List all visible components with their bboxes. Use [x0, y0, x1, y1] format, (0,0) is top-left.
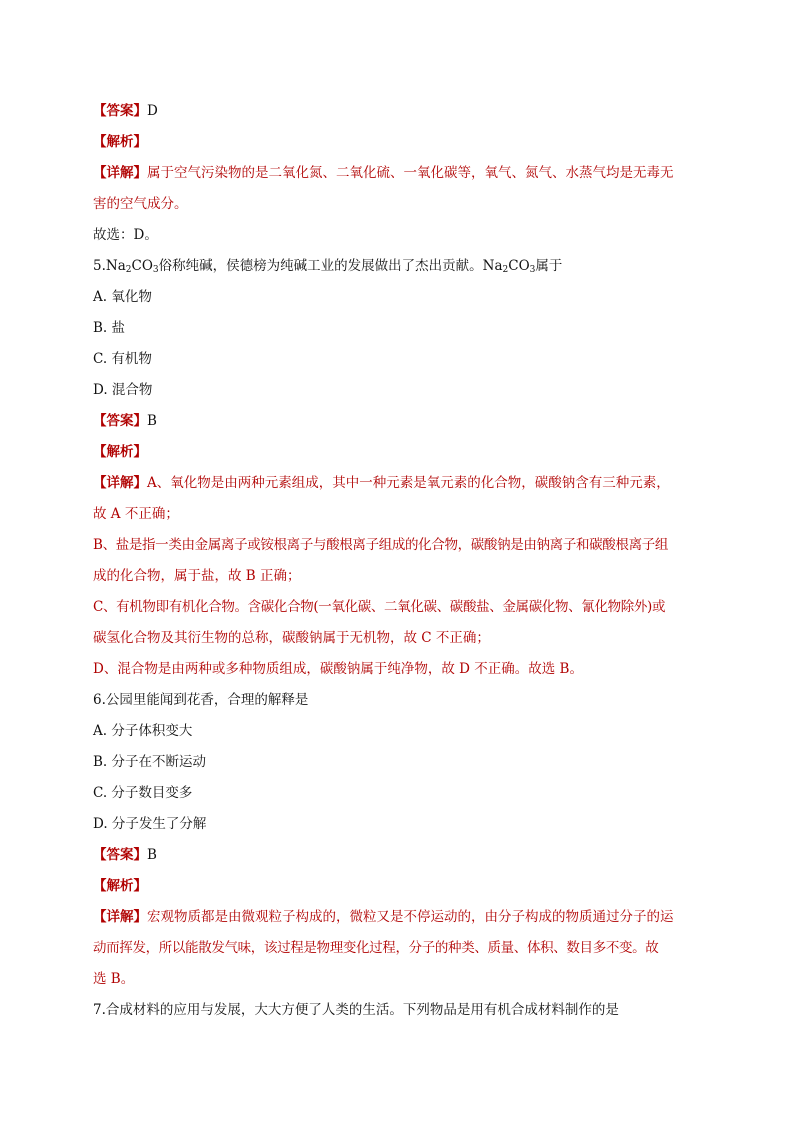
q6-detail-line2: 动而挥发，所以能散发气味，该过程是物理变化过程，分子的种类、质量、体积、数目多不变。故 — [93, 940, 659, 956]
stem-part: Na — [105, 258, 126, 274]
analysis-tag: 【解析】 — [93, 444, 147, 460]
analysis-tag: 【解析】 — [93, 878, 147, 894]
q6-option-b: B. 分子在不断运动 — [93, 754, 207, 770]
q6-option-c: C. 分子数目变多 — [93, 785, 193, 801]
subscript: 2 — [125, 265, 132, 275]
q5-detail-a2: 故 A 不正确； — [93, 506, 179, 522]
q5-detail-b1: B、盐是指一类由金属离子或铵根离子与酸根离子组成的化合物，碳酸钠是由钠离子和碳酸根离子组 — [93, 537, 669, 553]
q5-option-a: A. 氧化物 — [93, 289, 152, 305]
q6-analysis — [93, 871, 705, 902]
question-number: 5. — [93, 258, 106, 274]
stem-part: 属于 — [535, 258, 563, 274]
q6-stem: 6.公园里能闻到花香，合理的解释是 — [93, 692, 309, 708]
q4-answer — [93, 96, 705, 127]
q5-analysis — [93, 437, 705, 468]
answer-tag: 【答案】 — [93, 847, 147, 863]
answer-value: B — [147, 847, 157, 863]
analysis-tag: 【解析】 — [93, 134, 147, 150]
q5-option-d: D. 混合物 — [93, 382, 153, 398]
detail-tag: 【详解】 — [93, 909, 147, 925]
q5-detail-a1 — [93, 468, 705, 499]
answer-tag: 【答案】 — [93, 413, 147, 429]
q5-detail-b2: 成的化合物，属于盐，故 B 正确； — [93, 568, 301, 584]
q7-stem: 7.合成材料的应用与发展，大大方便了人类的生活。下列物品是用有机合成材料制作的是 — [93, 1002, 619, 1018]
q6-option-a: A. 分子体积变大 — [93, 723, 193, 739]
q5-answer — [93, 406, 705, 437]
q5-option-b: B. 盐 — [93, 320, 126, 336]
q6-detail-line3: 选 B。 — [93, 971, 135, 987]
q5-detail-c1: C、有机物即有机化合物。含碳化合物(一氧化碳、二氧化碳、碳酸盐、金属碳化物、氰化物除外)或 — [93, 599, 666, 615]
answer-value: D — [147, 103, 158, 119]
subscript: 3 — [529, 265, 536, 275]
subscript: 2 — [502, 265, 509, 275]
q5-option-c: C. 有机物 — [93, 351, 152, 367]
q4-detail-line1 — [93, 158, 705, 189]
document-page — [93, 96, 705, 1026]
q4-analysis — [93, 127, 705, 158]
detail-text: 属于空气污染物的是二氧化氮、二氧化硫、一氧化碳等，氧气、氮气、水蒸气均是无毒无 — [147, 165, 674, 181]
q5-stem — [93, 251, 705, 282]
q6-option-d: D. 分子发生了分解 — [93, 816, 207, 832]
q5-detail-d1: D、混合物是由两种或多种物质组成，碳酸钠属于纯净物，故 D 不正确。故选 B。 — [93, 661, 583, 677]
q6-detail-line1 — [93, 902, 705, 933]
detail-text: A、氧化物是由两种元素组成，其中一种元素是氧元素的化合物，碳酸钠含有三种元素， — [147, 475, 670, 491]
q6-answer — [93, 840, 705, 871]
q5-detail-c2: 碳氢化合物及其衍生物的总称，碳酸钠属于无机物，故 C 不正确； — [93, 630, 490, 646]
stem-part: CO — [131, 258, 153, 274]
stem-part: CO — [508, 258, 530, 274]
detail-text: 害的空气成分。 — [93, 196, 188, 212]
conclusion-text: 故选：D。 — [93, 227, 158, 243]
stem-part: 俗称纯碱，侯德榜为纯碱工业的发展做出了杰出贡献。Na — [158, 258, 503, 274]
detail-tag: 【详解】 — [93, 475, 147, 491]
subscript: 3 — [152, 265, 159, 275]
answer-tag: 【答案】 — [93, 103, 147, 119]
answer-value: B — [147, 413, 157, 429]
detail-text: 宏观物质都是由微观粒子构成的，微粒又是不停运动的，由分子构成的物质通过分子的运 — [147, 909, 674, 925]
q4-detail-line2 — [93, 189, 705, 220]
q4-conclusion — [93, 220, 705, 251]
detail-tag: 【详解】 — [93, 165, 147, 181]
